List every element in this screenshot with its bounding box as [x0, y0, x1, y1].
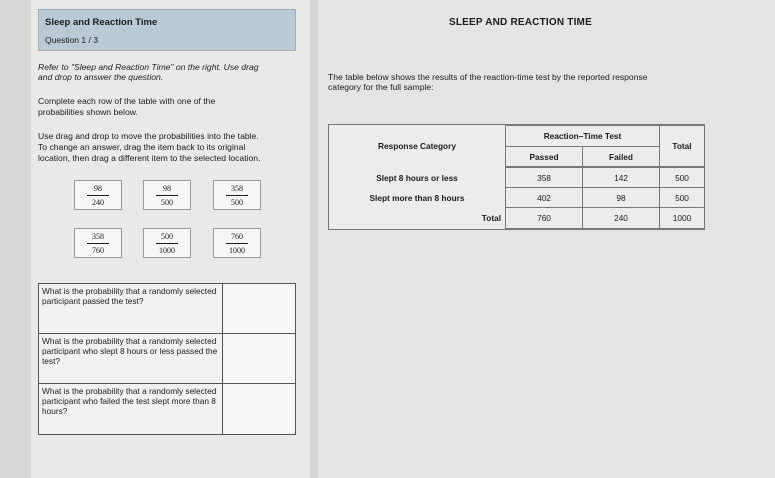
reaction-time-table	[328, 124, 705, 230]
tile-numerator: 760	[231, 231, 243, 241]
tile-numerator: 98	[94, 183, 102, 193]
probability-tile-500-1000[interactable]	[143, 228, 191, 258]
cell-value: 142	[582, 167, 660, 188]
header-reaction-time-test: Reaction–Time Test	[505, 125, 660, 147]
header-response-category: Response Category	[378, 141, 456, 151]
cell-value: 98	[582, 187, 660, 208]
refer-instruction-line2: and drop to answer the question.	[38, 72, 164, 82]
fraction-bar	[156, 195, 178, 196]
probability-tile-358-760[interactable]	[74, 228, 122, 258]
tile-denominator: 1000	[229, 245, 245, 255]
header-failed: Failed	[582, 146, 660, 167]
row-label-slept-8-or-less: Slept 8 hours or less	[376, 172, 458, 183]
row-label-total: Total	[481, 213, 501, 223]
reference-description-line2: category for the full sample:	[328, 82, 434, 92]
question-header	[38, 9, 296, 51]
tile-numerator: 358	[92, 231, 104, 241]
probability-tile-98-240[interactable]	[74, 180, 122, 210]
answer-row	[39, 384, 295, 434]
probability-tile-358-500[interactable]	[213, 180, 261, 210]
fraction-bar	[226, 243, 248, 244]
answer-row	[39, 334, 295, 384]
cell-value: 358	[505, 167, 583, 188]
tile-numerator: 500	[161, 231, 173, 241]
probability-tile-760-1000[interactable]	[213, 228, 261, 258]
answer-row	[39, 284, 295, 334]
dragdrop-instruction-line2: To change an answer, drag the item back to its original	[38, 142, 246, 152]
fraction-bar	[87, 195, 109, 196]
answer-question: What is the probability that a randomly selected participant passed the test?	[39, 284, 223, 333]
tile-denominator: 1000	[159, 245, 175, 255]
question-counter: Question 1 / 3	[45, 35, 98, 45]
cell-value: 760	[505, 207, 583, 229]
header-total: Total	[659, 125, 705, 167]
answer-table	[38, 283, 296, 435]
tile-denominator: 500	[231, 197, 243, 207]
answer-question: What is the probability that a randomly selected participant who failed the test slept more than 8 hours?	[39, 384, 223, 434]
drop-target-slot[interactable]	[224, 284, 295, 333]
tile-denominator: 760	[92, 245, 104, 255]
drop-target-slot[interactable]	[224, 384, 295, 434]
tile-numerator: 358	[231, 183, 243, 193]
row-label-slept-more-than-8: Slept more than 8 hours	[369, 192, 465, 203]
header-passed: Passed	[505, 146, 583, 167]
tile-denominator: 240	[92, 197, 104, 207]
complete-instruction-line2: probabilities shown below.	[38, 107, 138, 117]
cell-value: 500	[659, 187, 705, 208]
fraction-bar	[156, 243, 178, 244]
tile-denominator: 500	[161, 197, 173, 207]
cell-value: 402	[505, 187, 583, 208]
fraction-bar	[226, 195, 248, 196]
dragdrop-instruction-line1: Use drag and drop to move the probabilities into the table.	[38, 131, 259, 141]
drop-target-slot[interactable]	[224, 334, 295, 383]
fraction-bar	[87, 243, 109, 244]
answer-question: What is the probability that a randomly selected participant who slept 8 hours or less passed the test?	[39, 334, 223, 383]
reference-description-line1: The table below shows the results of the reaction-time test by the reported response	[328, 72, 648, 82]
tile-numerator: 98	[163, 183, 171, 193]
dragdrop-instruction-line3: location, then drag a different item to the selected location.	[38, 153, 261, 163]
cell-value: 240	[582, 207, 660, 229]
complete-instruction-line1: Complete each row of the table with one of the	[38, 96, 216, 106]
cell-value: 1000	[659, 207, 705, 229]
question-title: Sleep and Reaction Time	[45, 17, 158, 28]
cell-value: 500	[659, 167, 705, 188]
reference-title: SLEEP AND REACTION TIME	[449, 17, 592, 28]
refer-instruction-line1: Refer to "Sleep and Reaction Time" on the right. Use drag	[38, 62, 259, 72]
probability-tile-98-500[interactable]	[143, 180, 191, 210]
